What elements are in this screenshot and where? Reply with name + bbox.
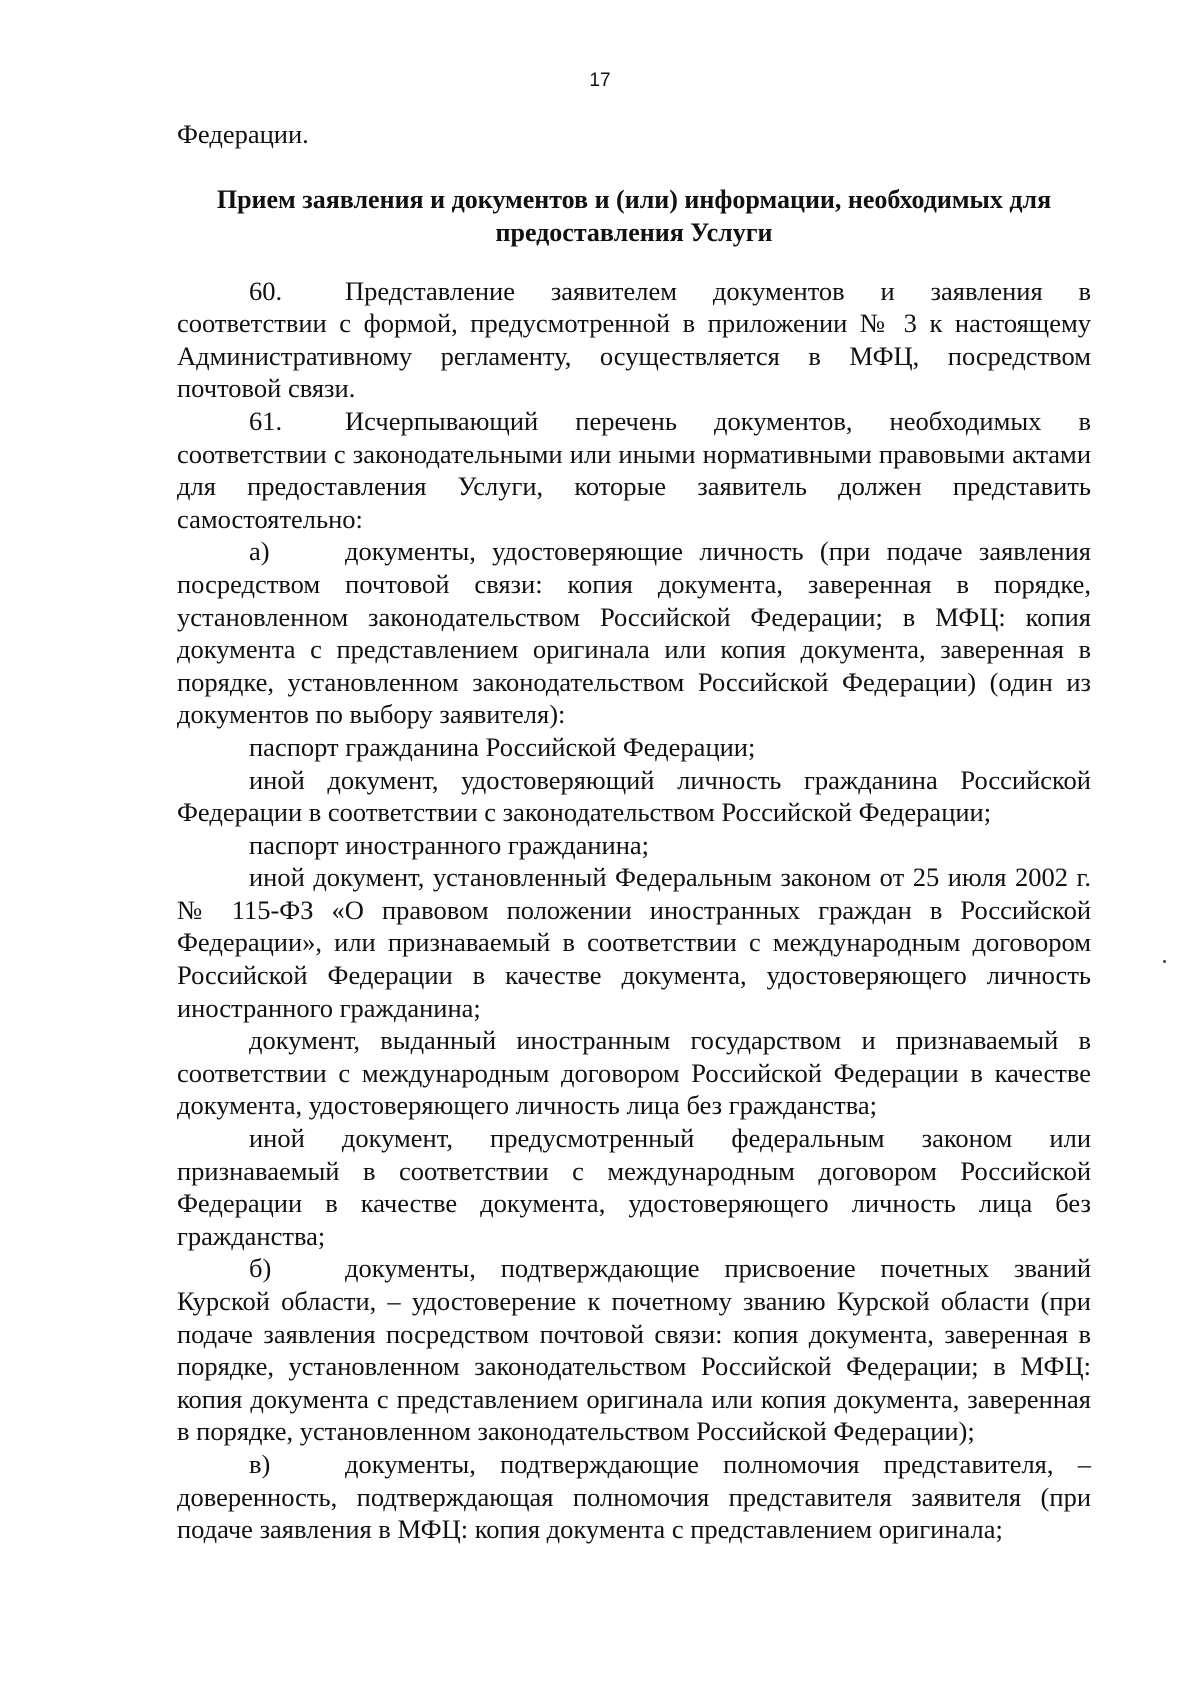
- list-item: иной документ, установленный Федеральным законом от 25 июля 2002 г. № 115-ФЗ «О правовом положении иностранных граждан в Российской Федерации», или признаваемый в соответствии с международным договором Российской Федерации в качестве документа, удостоверяющего личность иностранного гражданина;: [177, 862, 1091, 1023]
- paragraph-60: [177, 275, 1091, 405]
- list-item: иной документ, предусмотренный федеральным законом или признаваемый в соответствии с международным договором Российской Федерации в качестве документа, удостоверяющего личность лица без гражданства;: [177, 1123, 1091, 1251]
- paragraph-marker: 60.: [249, 275, 283, 306]
- item-v: [177, 1448, 1091, 1546]
- item-marker: а): [249, 536, 270, 567]
- item-a: [177, 535, 1091, 731]
- section-heading-line-1: Прием заявления и документов и (или) информации, необходимых для: [216, 184, 1052, 214]
- list-item: паспорт иностранного гражданина;: [249, 829, 649, 860]
- paragraph-marker: 61.: [249, 405, 283, 436]
- item-text: документы, подтверждающие полномочия представителя, – доверенность, подтверждающая полномочия представителя заявителя (при подаче заявления в МФЦ: копия документа с представлением оригинала;: [177, 1448, 1091, 1545]
- section-heading-line-2: предоставления Услуги: [495, 217, 773, 247]
- list-item: паспорт гражданина Российской Федерации;: [249, 731, 756, 762]
- paragraph-text: Представление заявителем документов и заявления в соответствии с формой, предусмотренной в приложении № 3 к настоящему Административному регламенту, осуществляется в МФЦ, посредством почтовой связи.: [177, 275, 1091, 404]
- section-heading: [177, 183, 1091, 249]
- paragraph-text: Исчерпывающий перечень документов, необходимых в соответствии с законодательными или иными нормативными правовыми актами для предоставления Услуги, которые заявитель должен представить самостоятельно:: [177, 405, 1091, 534]
- item-text: документы, удостоверяющие личность (при подаче заявления посредством почтовой связи: копия документа, заверенная в порядке, установленном законодательством Российской Федерации; в МФЦ: копия документа с представлением оригинала или копия документа, заверенная в порядке, установленном законодательством Российской Федерации) (один из документов по выбору заявителя):: [177, 536, 1091, 730]
- scan-speck: [1163, 960, 1166, 963]
- item-marker: б): [249, 1253, 272, 1284]
- page-number: 17: [589, 70, 611, 91]
- item-marker: в): [249, 1448, 271, 1479]
- document-body: [177, 118, 1091, 1546]
- list-item: документ, выданный иностранным государством и признаваемый в соответствии с международным договором Российской Федерации в качестве документа, удостоверяющего личность лица без гражданства;: [177, 1025, 1091, 1121]
- list-item: иной документ, удостоверяющий личность гражданина Российской Федерации в соответствии с законодательством Российской Федерации;: [177, 764, 1091, 828]
- item-text: документы, подтверждающие присвоение почетных званий Курской области, – удостоверение к почетному званию Курской области (при подаче заявления посредством почтовой связи: копия документа, заверенная в порядке, установленном законодательством Российской Федерации; в МФЦ: копия документа с представлением оригинала или копия документа, заверенная в порядке, установленном законодательством Российской Федерации);: [177, 1253, 1091, 1447]
- item-b: [177, 1252, 1091, 1448]
- continued-text: Федерации.: [177, 119, 309, 149]
- paragraph-61: [177, 405, 1091, 535]
